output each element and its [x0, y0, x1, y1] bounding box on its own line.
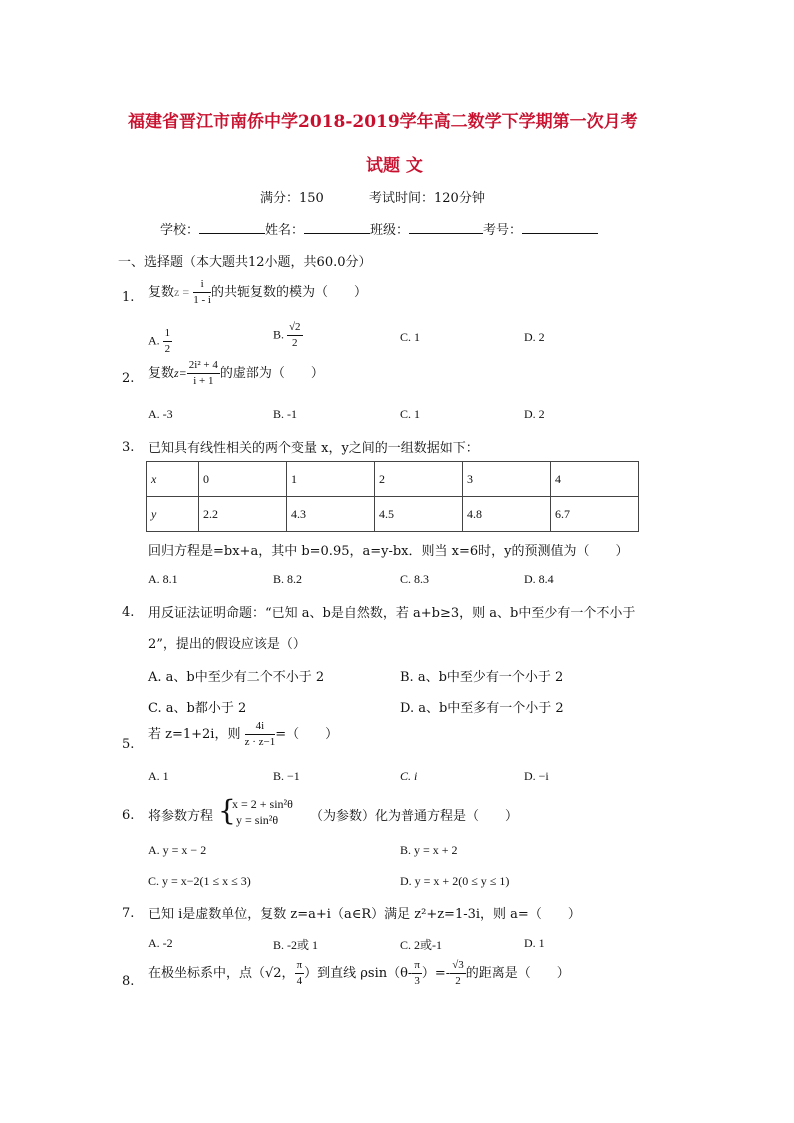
q1-option-a[interactable]: A. $\frac{1}{2}$ [148, 327, 171, 355]
q8-number: 8. [122, 974, 135, 989]
q5-option-c[interactable]: C. i [400, 769, 418, 783]
table-cell: 0 [199, 462, 287, 497]
q5-number: 5. [122, 737, 135, 752]
class-label: 班级： [370, 223, 410, 238]
q6-option-b[interactable]: B. y = x + 2 [400, 843, 458, 857]
table-cell: 2.2 [199, 497, 287, 532]
q4-number: 4. [122, 605, 135, 620]
table-cell: 2 [375, 462, 463, 497]
score-label: 满分：150 [260, 191, 324, 206]
q5-stem: 若 z=1+2i，则 $\frac{4i}{z \cdot z-1}$ =（ ） [148, 720, 339, 748]
name-label: 姓名： [265, 223, 305, 238]
q5-option-b[interactable]: B. −1 [273, 769, 300, 783]
school-blank[interactable] [199, 223, 265, 234]
q7-option-b[interactable]: B. -2或 1 [273, 938, 319, 952]
table-cell: 4.3 [287, 497, 375, 532]
number-label: 考号： [483, 223, 523, 238]
q1-option-d[interactable]: D. 2 [524, 330, 545, 344]
q2-option-c[interactable]: C. 1 [400, 407, 421, 421]
q6-eq2: y = sin²θ [236, 813, 279, 827]
q6-pre: 将参数方程 [148, 809, 214, 824]
time-label: 考试时间：120分钟 [369, 191, 485, 206]
q8-stem: 在极坐标系中，点（√2， $\frac{\pi}{4}$ ）到直线 ρsin（θ- $\frac{\pi}{3}$ ）=- $\frac{√3}{2}$ 的距离是（ ） [148, 959, 570, 987]
section-heading: 一、选择题（本大题共12小题，共60.0分） [118, 255, 372, 270]
q7-option-a[interactable]: A. -2 [148, 936, 173, 950]
q2-option-a[interactable]: A. -3 [148, 407, 173, 421]
q1-fraction: $\frac{i}{1 - i}$ [193, 278, 211, 306]
q2-fraction: $\frac{\text{2i² + 4}}{i + 1}$ [188, 359, 218, 387]
table-cell: y [147, 497, 199, 532]
q2-option-d[interactable]: D. 2 [524, 407, 545, 421]
q3-data-table [146, 461, 639, 532]
q5-option-d[interactable]: D. −i [524, 769, 549, 783]
name-blank[interactable] [304, 223, 370, 234]
q6-option-a[interactable]: A. y = x − 2 [148, 843, 207, 857]
table-cell: 3 [463, 462, 551, 497]
q3-option-a[interactable]: A. 8.1 [148, 572, 178, 586]
q1-option-b[interactable]: B. $\frac{√2}{2}$ [273, 321, 301, 349]
q6-post: （为参数）化为普通方程是（ ） [310, 809, 519, 824]
q7-option-d[interactable]: D. 1 [524, 936, 545, 950]
q6-brace: { [218, 794, 236, 827]
q2-option-b[interactable]: B. -1 [273, 407, 297, 421]
q7-option-c[interactable]: C. 2或-1 [400, 938, 443, 952]
table-cell: 6.7 [551, 497, 639, 532]
page-title-line2: 试题 文 [366, 156, 423, 176]
q4-option-d[interactable]: D. a、b中至多有一个小于 2 [400, 701, 564, 716]
q4-option-a[interactable]: A. a、b中至少有二个不小于 2 [148, 670, 325, 685]
info-line [160, 219, 598, 238]
class-blank[interactable] [409, 223, 483, 234]
q4-stem-line2: 2”，提出的假设应该是（） [148, 637, 306, 652]
q4-option-b[interactable]: B. a、b中至少有一个小于 2 [400, 670, 564, 685]
q3-option-b[interactable]: B. 8.2 [273, 572, 303, 586]
q2-stem: 复数z= $\frac{\text{2i² + 4}}{i + 1}$ 的虚部为（ ） [148, 359, 324, 387]
table-cell: 4.5 [375, 497, 463, 532]
q3-number: 3. [122, 440, 135, 455]
q6-eq1: x = 2 + sin²θ [232, 797, 293, 811]
q3-option-c[interactable]: C. 8.3 [400, 572, 430, 586]
q5-fraction: $\frac{4i}{z \cdot z-1}$ [244, 720, 276, 748]
table-cell: 4.8 [463, 497, 551, 532]
page-title-line1: 福建省晋江市南侨中学2018-2019学年高二数学下学期第一次月考 [128, 112, 638, 132]
q2-number: 2. [122, 371, 135, 386]
q6-option-c[interactable]: C. y = x−2(1 ≤ x ≤ 3) [148, 874, 251, 888]
table-row [147, 462, 639, 497]
table-row [147, 497, 639, 532]
q1-stem: 复数z = $\frac{i}{1 - i}$ 的共轭复数的模为（ ） [148, 278, 367, 306]
q3-regression-line: 回归方程是=bx+a，其中 b=0.95，a=y-bx．则当 x=6时，y的预测值为（ ） [148, 544, 629, 559]
q6-number: 6. [122, 808, 135, 823]
q3-option-d[interactable]: D. 8.4 [524, 572, 554, 586]
q3-stem: 已知具有线性相关的两个变量 x，y之间的一组数据如下： [148, 441, 479, 456]
school-label: 学校： [160, 223, 200, 238]
q4-stem-line1: 用反证法证明命题：“已知 a、b是自然数，若 a+b≥3，则 a、b中至少有一个不小于 [148, 606, 636, 621]
number-blank[interactable] [522, 223, 598, 234]
q7-number: 7. [122, 906, 135, 921]
q5-option-a[interactable]: A. 1 [148, 769, 169, 783]
table-cell: x [147, 462, 199, 497]
table-cell: 4 [551, 462, 639, 497]
q7-stem: 已知 i是虚数单位，复数 z=a+i（a∈R）满足 z²+z=1-3i，则 a=（ ） [148, 907, 581, 922]
q1-number: 1. [122, 290, 135, 305]
q6-option-d[interactable]: D. y = x + 2(0 ≤ y ≤ 1) [400, 874, 510, 888]
q4-option-c[interactable]: C. a、b都小于 2 [148, 701, 247, 716]
table-cell: 1 [287, 462, 375, 497]
q1-option-c[interactable]: C. 1 [400, 330, 421, 344]
